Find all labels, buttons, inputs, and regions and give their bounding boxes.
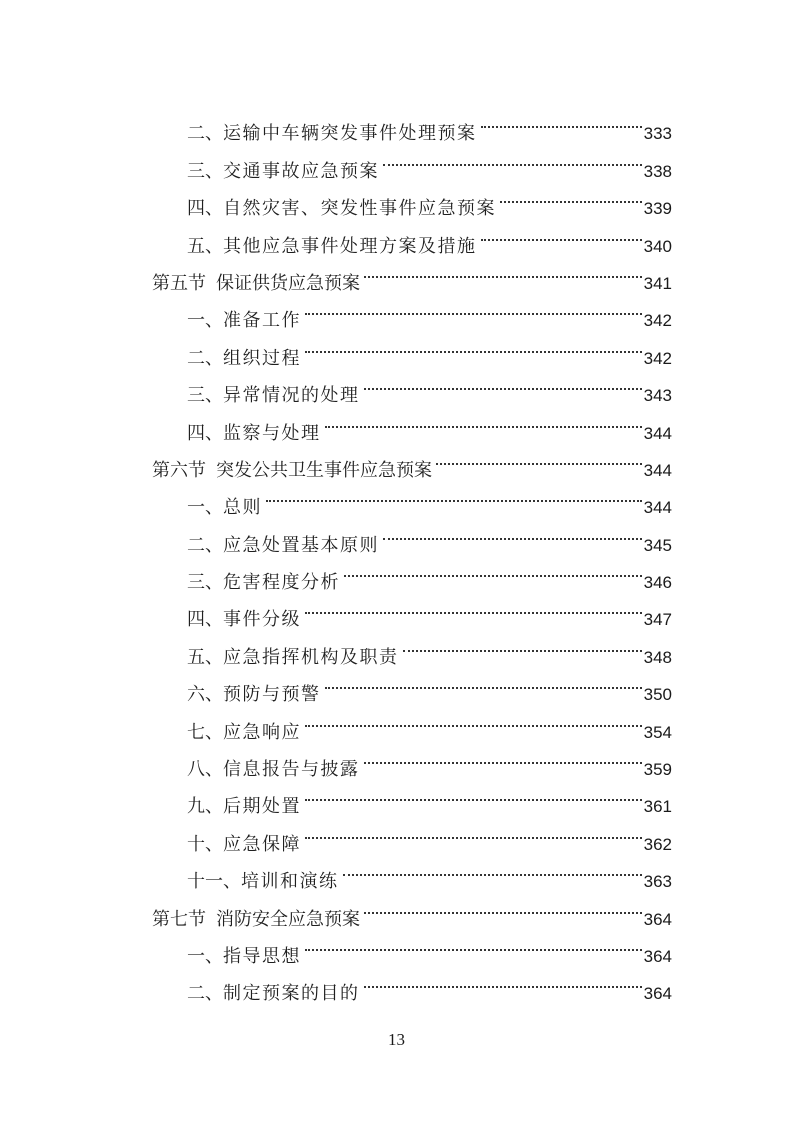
dot-leader: [364, 364, 642, 401]
toc-entry-page: 364: [643, 909, 672, 929]
toc-entry-prefix: 三、: [187, 572, 223, 594]
toc-entry-prefix: 二、: [187, 123, 223, 145]
toc-entry-title: 应急响应: [223, 721, 301, 743]
dot-leader: [305, 925, 642, 962]
toc-entry-title: 危害程度分析: [223, 572, 340, 594]
toc-entry-title: 组织过程: [223, 347, 301, 369]
toc-entry-page: 345: [643, 535, 672, 555]
toc-entry-page: 354: [643, 722, 672, 742]
toc-entry-prefix: 九、: [187, 796, 223, 818]
toc-entry-prefix: 十一、: [187, 871, 241, 893]
toc-entry-title: 预防与预警: [223, 684, 321, 706]
toc-entry-prefix: 六、: [187, 684, 223, 706]
toc-entry-page: 344: [643, 460, 672, 480]
dot-leader: [343, 850, 642, 887]
toc-entry-page: 364: [643, 984, 672, 1004]
toc-entry-title: 事件分级: [223, 609, 301, 631]
dot-leader: [436, 439, 642, 476]
toc-entry-prefix: 五、: [187, 235, 223, 257]
dot-leader: [364, 738, 642, 775]
toc-entry-prefix: 四、: [187, 422, 223, 444]
toc-entry-title: 异常情况的处理: [223, 385, 360, 407]
toc-entry[interactable]: [152, 102, 672, 145]
toc-entry-page: 338: [643, 161, 672, 181]
toc-entry-page: 362: [643, 834, 672, 854]
toc-entry-page: 341: [643, 273, 672, 293]
dot-leader: [481, 102, 642, 139]
toc-entry-page: 342: [643, 348, 672, 368]
dot-leader: [364, 252, 642, 289]
dot-leader: [325, 663, 642, 700]
toc-entry-page: 348: [643, 647, 672, 667]
toc-section-title: 突发公共卫生事件应急预案: [216, 459, 432, 481]
toc-entry-title: 制定预案的目的: [223, 983, 360, 1005]
toc-entry-page: 347: [643, 610, 672, 630]
toc-entry-title: 培训和演练: [241, 871, 339, 893]
dot-leader: [344, 551, 642, 588]
toc-section-number: 第五节: [152, 272, 206, 294]
toc-entry-title: 指导思想: [223, 945, 301, 967]
toc-entry-prefix: 三、: [187, 385, 223, 407]
dot-leader: [305, 326, 642, 363]
toc-entry-prefix: 一、: [187, 497, 223, 519]
toc-entry-page: 359: [643, 760, 672, 780]
toc-entry-title: 自然灾害、突发性事件应急预案: [223, 198, 496, 220]
toc-entry-title: 准备工作: [223, 310, 301, 332]
dot-leader: [481, 214, 642, 251]
toc-entry-title: 运输中车辆突发事件处理预案: [223, 123, 477, 145]
dot-leader: [305, 700, 642, 737]
dot-leader: [325, 401, 642, 438]
toc-entry-page: 340: [643, 236, 672, 256]
dot-leader: [383, 139, 642, 176]
toc-entry-title: 其他应急事件处理方案及措施: [223, 235, 477, 257]
toc-entry-title: 应急指挥机构及职责: [223, 646, 399, 668]
dot-leader: [305, 588, 642, 625]
toc-entry-page: 342: [643, 311, 672, 331]
toc-section-title: 消防安全应急预案: [216, 908, 360, 930]
toc-entry-prefix: 二、: [187, 983, 223, 1005]
toc-entry-page: 363: [643, 872, 672, 892]
toc-entry-prefix: 四、: [187, 198, 223, 220]
toc-entry-page: 361: [643, 797, 672, 817]
toc-entry-prefix: 二、: [187, 347, 223, 369]
toc-section-number: 第六节: [152, 459, 206, 481]
toc-entry-page: 339: [643, 199, 672, 219]
toc-entry-title: 应急处置基本原则: [223, 534, 379, 556]
page-number: 13: [388, 1030, 405, 1049]
dot-leader: [305, 289, 642, 326]
toc-entry-prefix: 十、: [187, 833, 223, 855]
toc-entry-title: 交通事故应急预案: [223, 160, 379, 182]
toc-entry-page: 346: [643, 573, 672, 593]
dot-leader: [364, 887, 642, 924]
dot-leader: [305, 775, 642, 812]
toc-section-title: 保证供货应急预案: [216, 272, 360, 294]
toc-entry-page: 350: [643, 685, 672, 705]
toc-entry-page: 364: [643, 946, 672, 966]
toc-entry-title: 后期处置: [223, 796, 301, 818]
dot-leader: [383, 513, 642, 550]
toc-entry-prefix: 七、: [187, 721, 223, 743]
dot-leader: [403, 625, 642, 662]
toc-entry-prefix: 一、: [187, 945, 223, 967]
toc-section-number: 第七节: [152, 908, 206, 930]
toc-entry-title: 监察与处理: [223, 422, 321, 444]
toc-entry-page: 343: [643, 386, 672, 406]
table-of-contents: [152, 102, 672, 1005]
toc-entry-prefix: 三、: [187, 160, 223, 182]
dot-leader: [364, 962, 642, 999]
dot-leader: [500, 177, 642, 214]
toc-entry-prefix: 五、: [187, 646, 223, 668]
toc-entry-title: 应急保障: [223, 833, 301, 855]
dot-leader: [305, 812, 642, 849]
toc-entry-page: 344: [643, 423, 672, 443]
dot-leader: [266, 476, 642, 513]
toc-entry-prefix: 二、: [187, 534, 223, 556]
toc-entry-prefix: 一、: [187, 310, 223, 332]
toc-entry-title: 信息报告与披露: [223, 759, 360, 781]
toc-entry-prefix: 四、: [187, 609, 223, 631]
toc-entry-page: 333: [643, 124, 672, 144]
toc-entry-prefix: 八、: [187, 759, 223, 781]
toc-entry-title: 总则: [223, 497, 262, 519]
toc-entry-page: 344: [643, 498, 672, 518]
